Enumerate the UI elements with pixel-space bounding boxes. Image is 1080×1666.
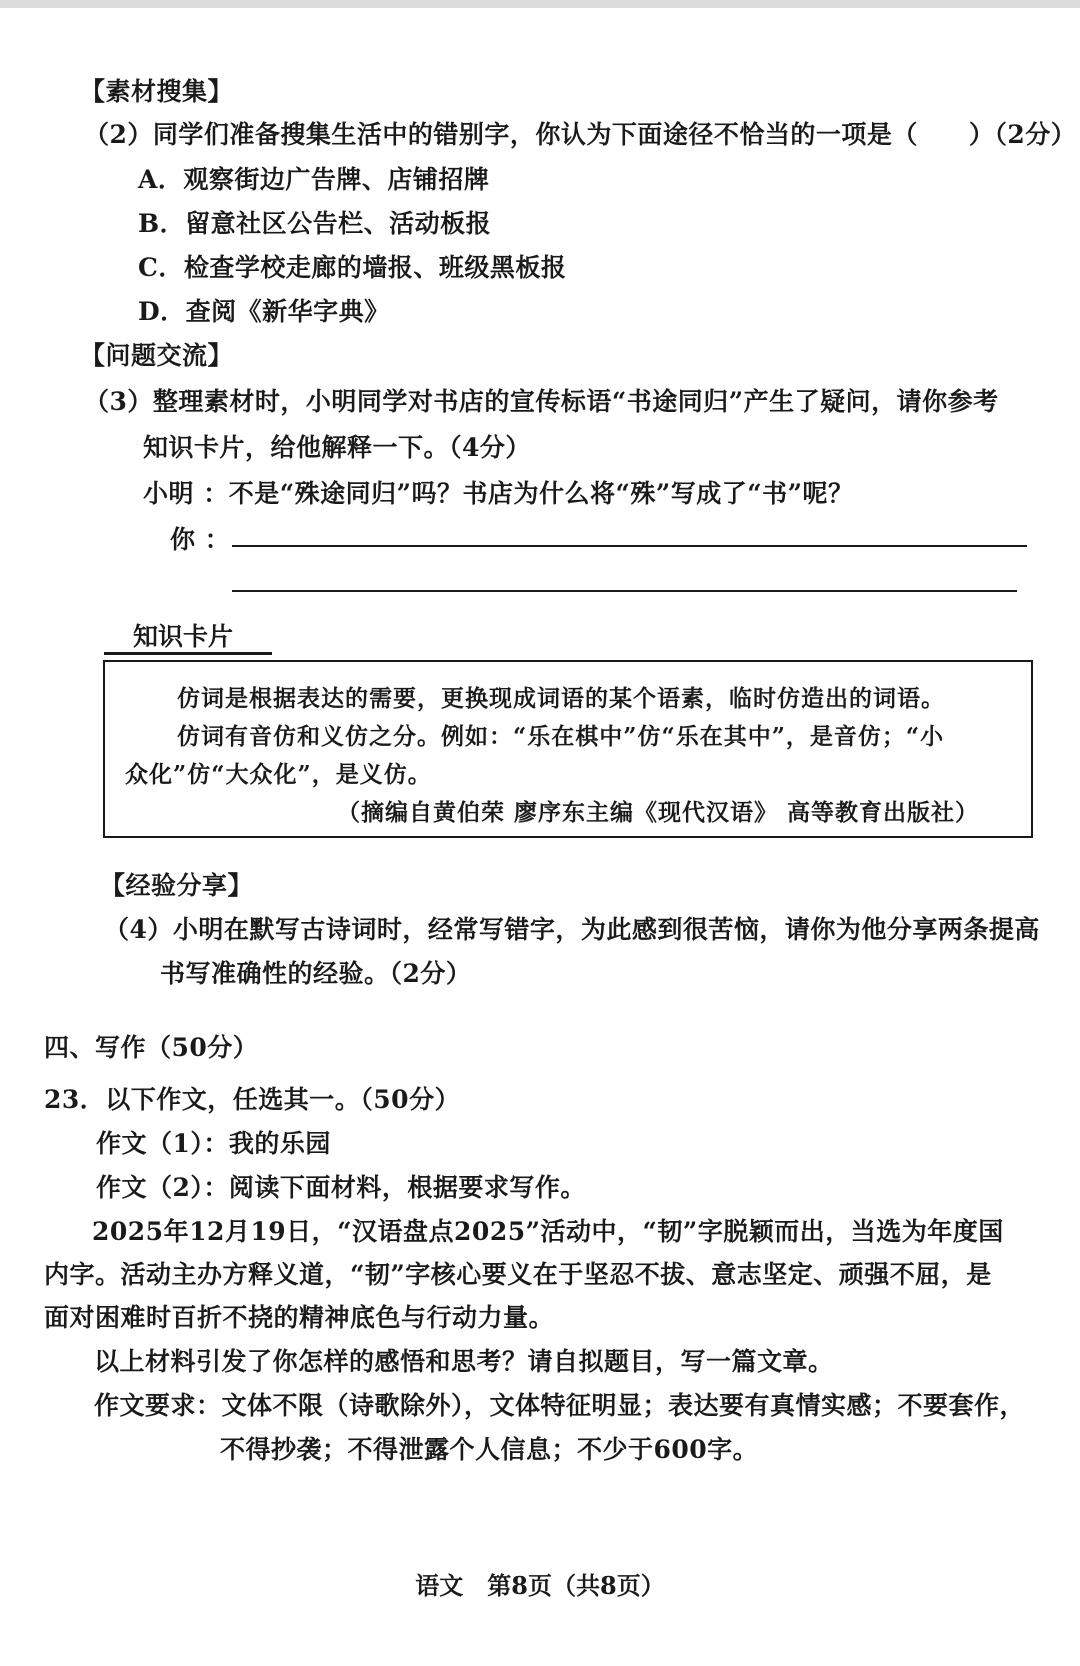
card-source: （摘编自黄伯荣 廖序东主编《现代汉语》 高等教育出版社） bbox=[337, 799, 980, 826]
option-d: D．查阅《新华字典》 bbox=[138, 297, 390, 326]
card-line-3: 众化”仿“大众化”，是义仿。 bbox=[125, 761, 432, 788]
question-2: （2）同学们准备搜集生活中的错别字，你认为下面途径不恰当的一项是（ ）（2分） bbox=[84, 120, 1077, 149]
writing-prompt: 以上材料引发了你怎样的感悟和思考？请自拟题目，写一篇文章。 bbox=[94, 1347, 834, 1376]
question-23: 23．以下作文，任选其一。（50分） bbox=[44, 1085, 461, 1114]
answer-line-1[interactable] bbox=[232, 545, 1027, 547]
section-heading-experience: 【经验分享】 bbox=[100, 871, 254, 900]
knowledge-card-title: 知识卡片 bbox=[133, 622, 234, 651]
section-heading-material: 【素材搜集】 bbox=[80, 77, 234, 106]
dialogue-you-label: 你 ： bbox=[170, 525, 231, 554]
dialogue-xiaoming: 小明 ：不是“殊途同归”吗？书店为什么将“殊”写成了“书”呢？ bbox=[143, 479, 854, 508]
option-b: B．留意社区公告栏、活动板报 bbox=[138, 209, 492, 238]
section-heading-issue: 【问题交流】 bbox=[80, 341, 234, 370]
knowledge-card-title-underline bbox=[104, 652, 272, 655]
writing-requirements-line1: 作文要求：文体不限（诗歌除外），文体特征明显；表达要有真情实感；不要套作， bbox=[94, 1391, 1026, 1420]
question-4-line1: （4）小明在默写古诗词时，经常写错字，为此感到很苦恼，请你为他分享两条提高 bbox=[104, 915, 1040, 944]
section-heading-writing: 四、写作（50分） bbox=[44, 1033, 259, 1062]
card-line-1: 仿词是根据表达的需要，更换现成词语的某个语素，临时仿造出的词语。 bbox=[177, 685, 945, 712]
option-c: C．检查学校走廊的墙报、班级黑板报 bbox=[138, 253, 567, 282]
option-a: A．观察街边广告牌、店铺招牌 bbox=[138, 165, 490, 194]
knowledge-card bbox=[103, 660, 1033, 838]
material-line-3: 面对困难时百折不挠的精神底色与行动力量。 bbox=[44, 1303, 555, 1332]
material-line-2: 内字。活动主办方释义道，“韧”字核心要义在于坚忍不拔、意志坚定、顽强不屈，是 bbox=[44, 1260, 992, 1289]
material-line-1: 2025年12月19日，“汉语盘点2025”活动中，“韧”字脱颖而出，当选为年度国 bbox=[92, 1217, 1004, 1246]
scan-top-edge bbox=[0, 0, 1080, 8]
question-4-line2: 书写准确性的经验。（2分） bbox=[160, 959, 472, 988]
page-footer: 语文 第8页（共8页） bbox=[415, 1571, 665, 1600]
essay-option-1: 作文（1）：我的乐园 bbox=[96, 1129, 331, 1158]
card-line-2: 仿词有音仿和义仿之分。例如：“乐在棋中”仿“乐在其中”，是音仿；“小 bbox=[177, 723, 945, 750]
answer-line-2[interactable] bbox=[232, 590, 1017, 592]
question-3-line2: 知识卡片，给他解释一下。（4分） bbox=[143, 433, 531, 462]
question-3-line1: （3）整理素材时，小明同学对书店的宣传标语“书途同归”产生了疑问，请你参考 bbox=[84, 387, 999, 416]
writing-requirements-line2: 不得抄袭；不得泄露个人信息；不少于600字。 bbox=[220, 1435, 759, 1464]
essay-option-2: 作文（2）：阅读下面材料，根据要求写作。 bbox=[96, 1173, 586, 1202]
